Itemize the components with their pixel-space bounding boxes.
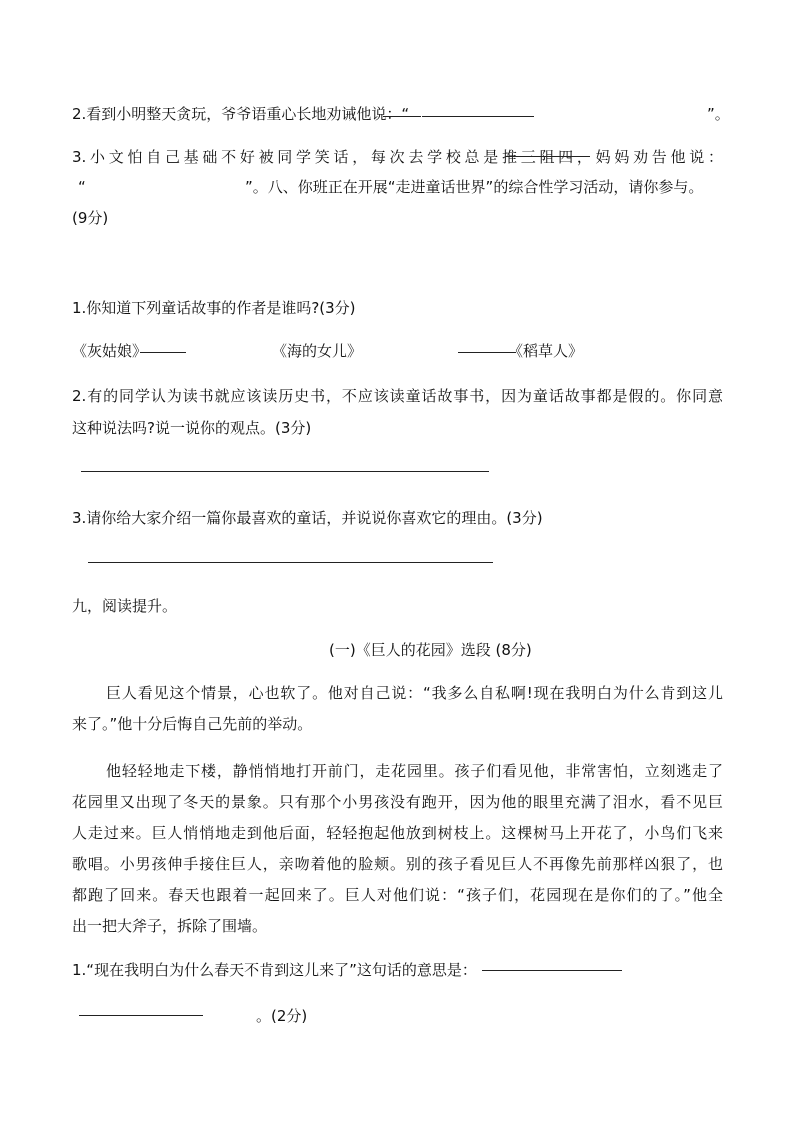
reading-q1-score: 。(2分) xyxy=(256,1007,308,1025)
passage-line: 人走过来。巨人悄悄地走到他后面，轻轻抱起他放到树枝上。这棵树马上开花了，小鸟们飞来 xyxy=(72,824,723,842)
answer-blank[interactable] xyxy=(81,471,489,472)
passage-line: 他轻轻地走下楼，静悄悄地打开前门，走花园里。孩子们看见他，非常害怕，立刻逃走了 xyxy=(106,762,723,780)
answer-blank[interactable] xyxy=(79,1015,203,1016)
fairy-q3-text: 3.请你给大家介绍一篇你最喜欢的童话，并说说你喜欢它的理由。(3分) xyxy=(72,509,543,527)
question-2-close: ”。 xyxy=(707,105,730,123)
answer-blank[interactable] xyxy=(88,562,493,563)
question-3-score: (9分) xyxy=(72,209,109,227)
passage-line: 来了。”他十分后悔自己先前的举动。 xyxy=(72,715,313,733)
passage-line: 出一把大斧子，拆除了围墙。 xyxy=(72,917,268,935)
question-3-line2: ”。八、你班正在开展“走进童话世界”的综合性学习活动，请你参与。 xyxy=(245,178,704,196)
answer-blank[interactable] xyxy=(422,116,534,117)
book-title-little-mermaid: 《海的女儿》 xyxy=(272,342,363,360)
passage-line: 都跑了回来。春天也跟着一起回来了。巨人对他们说：“孩子们，花园现在是你们的了。”他全 xyxy=(72,886,723,904)
fairy-q1-text: 1.你知道下列童话故事的作者是谁吗?(3分) xyxy=(72,299,356,317)
passage-subheading: (一)《巨人的花园》选段 (8分) xyxy=(329,641,532,659)
fairy-q2-line1: 2.有的同学认为读书就应该读历史书，不应该读童话故事书，因为童话故事都是假的。你同意 xyxy=(72,387,723,405)
answer-blank[interactable] xyxy=(482,970,622,971)
passage-line: 歌唱。小男孩伸手接住巨人，亲吻着他的脸颊。别的孩子看见巨人不再像先前那样凶狠了，也 xyxy=(72,855,723,873)
book-title-cinderella: 《灰姑娘》 xyxy=(72,342,148,360)
section-9-heading: 九，阅读提升。 xyxy=(72,597,178,615)
passage-line: 巨人看见这个情景，心也软了。他对自己说：“我多么自私啊!现在我明白为什么肯到这儿 xyxy=(106,684,723,702)
author-blank[interactable] xyxy=(140,352,186,353)
question-2-text: 2.看到小明整天贪玩，爷爷语重心长地劝诫他说：“ xyxy=(72,105,410,123)
reading-q1-line1: 1.“现在我明白为什么春天不肯到这儿来了”这句话的意思是： xyxy=(72,961,477,979)
question-3-open-quote: “ xyxy=(78,178,86,196)
passage-line: 花园里又出现了冬天的景象。只有那个小男孩没有跑开，因为他的眼里充满了泪水，看不见巨 xyxy=(72,793,723,811)
strikethrough xyxy=(505,156,590,157)
question-3-line1: 3.小文怕自己基础不好被同学笑话，每次去学校总是推三阻四，妈妈劝告他说： xyxy=(72,148,723,166)
strikethrough xyxy=(383,116,421,117)
fairy-q2-line2: 这种说法吗?说一说你的观点。(3分) xyxy=(72,419,312,437)
book-title-scarecrow: 《稻草人》 xyxy=(508,342,584,360)
